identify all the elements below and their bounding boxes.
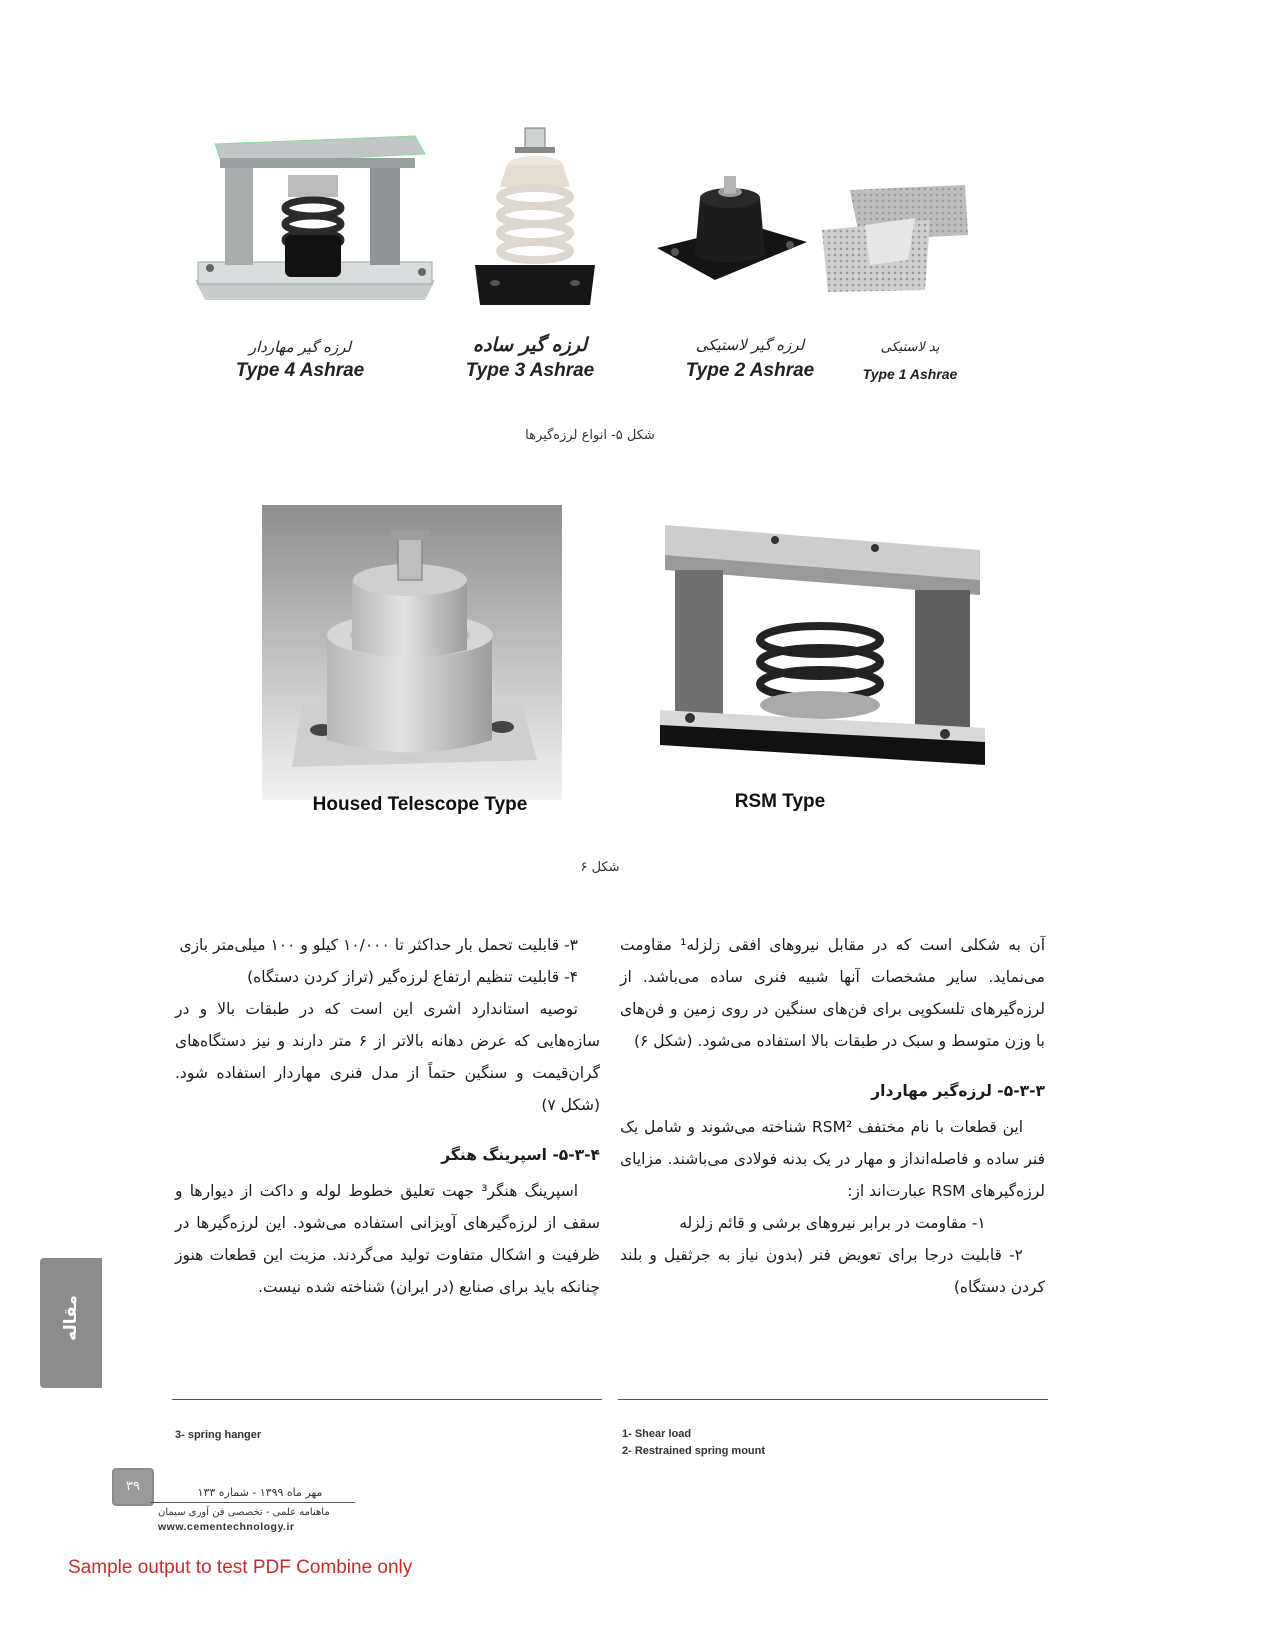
right-column (620, 929, 1045, 1303)
page-number: ۳۹ (112, 1468, 154, 1506)
type1-caption-fa: پد لاستیکی (880, 340, 940, 355)
section-heading-restrained: ۵-۳-۳- لرزه‌گیر مهاردار (871, 1082, 1045, 1100)
advantage-item-4: ۴- قابلیت تنظیم ارتفاع لرزه‌گیر (تراز کردن دستگاه) (247, 968, 578, 986)
footnote-2: 2- Restrained spring mount (622, 1445, 766, 1457)
type4-photo (190, 130, 440, 305)
type2-photo (655, 170, 810, 290)
footnote-3: 3- spring hanger (175, 1429, 262, 1441)
housed-telescope-photo (262, 505, 562, 800)
type4-caption-en: Type 4 Ashrae (235, 360, 365, 381)
footnote-1: 1- Shear load (622, 1428, 692, 1440)
advantage-item-1: ۱- مقاومت در برابر نیروهای برشی و قائم زلزله (679, 1214, 986, 1232)
left-para-1: توصیه استاندارد اشری این است که در طبقات بالا و در سازه‌هایی که عرض دهانه بالاتر از ۶ متر دارند و نیز دستگاه‌های گران‌قیمت و سنگین حتماً از مدل فنری مهاردار استفاده شود. (شکل ۷) (175, 1000, 600, 1114)
right-para-1: آن به شکلی است که در مقابل نیروهای افقی زلزله¹ مقاومت می‌نماید. سایر مشخصات آنها شبیه فنری ساده می‌باشد. از لرزه‌گیرهای تلسکوپی برای فن‌های سنگین در روی زمین و فن‌های با وزن متوسط و سبک در طبقات بالا استفاده می‌شود. (شکل ۶) (620, 936, 1045, 1050)
sample-watermark: Sample output to test PDF Combine only (68, 1557, 413, 1578)
housed-telescope-caption: Housed Telescope Type (312, 794, 528, 815)
type3-photo (470, 125, 600, 310)
article-side-tab (40, 1258, 102, 1388)
journal-name: ماهنامه علمی - تخصصی فن آوری سیمان (158, 1507, 330, 1518)
figure6-caption: شکل ۶ (580, 860, 620, 875)
left-column (175, 929, 600, 1303)
type3-caption-fa: لرزه گیر ساده (472, 334, 588, 356)
section-heading-spring-hanger: ۵-۳-۴- اسپرینگ هنگر (441, 1146, 600, 1164)
footnote-rule-left (172, 1399, 602, 1400)
footnote-rule-right (618, 1399, 1048, 1400)
type1-photo (820, 180, 970, 295)
type3-caption-en: Type 3 Ashrae (465, 360, 595, 381)
advantage-item-3: ۳- قابلیت تحمل بار حداکثر تا ۱۰/۰۰۰ کیلو و ۱۰۰ میلی‌متر بازی (179, 936, 578, 954)
article-side-tab-label: مقاله (61, 1295, 81, 1341)
right-para-2: این قطعات با نام مختفف RSM² شناخته می‌شوند و شامل یک فنر ساده و فاصله‌انداز و مهار در یک بدنه فولادی می‌باشند. مزایای لرزه‌گیرهای RSM عبارت‌اند از: (620, 1118, 1045, 1200)
journal-issue: مهر ماه ۱۳۹۹ - شماره ۱۳۳ (197, 1486, 323, 1499)
rsm-photo (660, 520, 990, 770)
left-para-2: اسپرینگ هنگر³ جهت تعلیق خطوط لوله و داکت از دیوارها و سقف از لرزه‌گیرهای آویزانی استفاده می‌شود. این لرزه‌گیرها در ظرفیت و اشکال متفاوت تولید می‌گردند. مزیت این قطعات هنوز چنانکه باید برای صنایع (در ایران) شناخته شده نیست. (175, 1182, 600, 1296)
type2-caption-fa: لرزه گیر لاستیکی (695, 336, 805, 354)
type2-caption-en: Type 2 Ashrae (685, 360, 815, 381)
advantage-item-2: ۲- قابلیت درجا برای تعویض فنر (بدون نیاز به جرثقیل و بلند کردن دستگاه) (620, 1246, 1045, 1296)
type1-caption-en: Type 1 Ashrae (862, 366, 958, 382)
figure5-caption: شکل ۵- انواع لرزه‌گیرها (525, 428, 655, 443)
footer-rule (150, 1502, 355, 1503)
type4-caption-fa: لرزه گیر مهاردار (248, 338, 352, 356)
rsm-caption: RSM Type (734, 791, 826, 812)
journal-url[interactable]: www.cementechnology.ir (158, 1521, 295, 1533)
